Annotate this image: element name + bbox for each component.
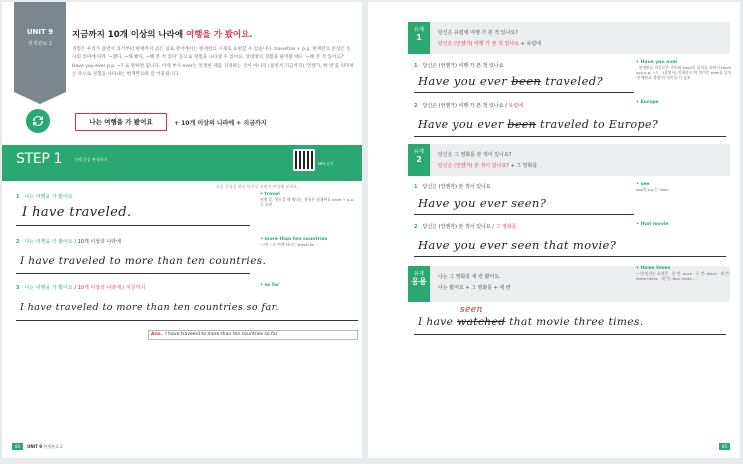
handwritten-answer: Have you ever seen that movie? [418, 238, 617, 252]
writing-line [16, 320, 358, 321]
handwritten-answer: Have you ever been traveled? [418, 74, 604, 88]
sync-icon [26, 109, 50, 133]
exercise-structure: 당신은 (언젠가) 여행 가 본 적 있나요 + 유럽에 [438, 41, 541, 47]
right-page [368, 2, 740, 458]
qr-code-icon[interactable] [293, 149, 315, 171]
side-note: • Have you ever - 현재완료 의문문은 주어와 have의 위치를 바꿔서 Have you p.p. ~? - '(살면서) 언제라도'의 의미인 ever를 넣어 '현재완료 경험'의 의미를 더 강조 [636, 60, 732, 80]
question-prompt: 1 나는 여행을 가 봤어요 [16, 194, 73, 200]
step-banner [2, 145, 362, 181]
exercise-tag: 유제 1 [408, 22, 430, 54]
exercise-tag: 유제 응용 [408, 266, 430, 302]
footer-unit: UNIT 9 [27, 444, 43, 449]
writing-line [16, 273, 250, 274]
side-note: • three times '~번'이라는 표현은 · 한 번: once · 두 번: twice · 세 번: three times · 네 번: four times ... [636, 266, 731, 281]
side-note: • more than ten countries '~에 ~로 여행'하다는 travel to ~ [260, 237, 328, 247]
handwritten-answer: I have traveled. [22, 205, 132, 220]
writing-line [414, 214, 634, 215]
question-prompt: 1 당신은 (언젠가) 본 적이 있나요 [414, 184, 491, 190]
exercise-box [408, 144, 730, 176]
exercise-structure: 나는 봤어요 + 그 영화를 + 세 번 [438, 285, 511, 291]
side-note: • so far [260, 283, 280, 288]
exercise-box [408, 22, 730, 54]
side-note: • travel 여행 일, 행동을 해 봤다는 경험은 현재완료 have + p.p.로 표현 [260, 192, 355, 207]
title-prefix: 지금까지 10개 이상의 나라에 [72, 30, 186, 40]
exercise-question: 당신은 그 영화를 본 적이 있나요? [438, 152, 512, 158]
exercise-tag: 유제 2 [408, 144, 430, 176]
question-prompt: 2 당신은 (언젠가) 여행 가 본 적 있나요 / 유럽에 [414, 103, 523, 109]
writing-line [414, 136, 726, 137]
exercise-question: 당신은 유럽에 여행 가 본 적 있나요? [438, 30, 518, 36]
handwritten-correction: seen [460, 305, 483, 315]
key-expression-rest: + 10개 이상의 나라에 + 지금까지 [174, 120, 267, 127]
handwritten-answer: I have traveled to more than ten countries so far. [20, 302, 279, 313]
page-number: 85 [719, 443, 730, 450]
handwritten-answer: Have you ever seen? [418, 196, 547, 210]
handwritten-answer: I have watched that movie three times. [418, 316, 644, 328]
step-note: 다음 문장을 하나 단어를 보면서 완성해 보세요. [216, 184, 299, 189]
side-note: • that movie [636, 222, 669, 227]
key-expression: 나는 여행을 가 봤어요 [75, 113, 167, 131]
page-title [72, 28, 253, 40]
question-prompt: 3 나는 여행을 가 봤어요 / 10개 이상의 나라에 / 지금까지 [16, 285, 146, 291]
question-prompt: 2 당신은 (언젠가) 본 적이 있나요 / 그 영화를 [414, 224, 517, 230]
unit-label: UNIT 9 [26, 28, 54, 36]
exercise-question: 나는 그 영화를 세 번 봤어요. [438, 274, 501, 280]
qr-label: MP3 듣기 [318, 162, 334, 166]
question-prompt: 2 나는 여행을 가 봤어요 / 10개 이상의 나라에 [16, 239, 121, 245]
answer-text: I have traveled to more than ten countries so far. [165, 332, 279, 337]
unit-sub: 현재완료 2 [27, 41, 53, 47]
answer-label: Ans. [151, 332, 163, 337]
step-subtitle: 전체 문장 완성하기 [74, 157, 108, 162]
writing-line [414, 92, 634, 93]
writing-line [414, 256, 726, 257]
description: 경험은 우리가 살면서 과거부터 현재까지 겪은 일로 영어에서는 현재완료 시제로 표현할 수 있습니다. have/has + p.p. 현재완료 문장은 동사의 의미에 따라 '~했다, ~해 봤다, ~해 본 적 있다' 등으로 경험을 나타낼 수 있어요. 상대방의 경험을 물어볼 때도 '~해 본 적 있어요?' Have you ever p.p. ~? 로 말하면 됩니다. 이때 부사 ever는 특정한 때를 지정하는 것이 아니라 (살면서 지금까지) '언젠가, 한 번'을 의미하는 뜻으로 경험을 나타내는 현재완료와 잘 어울립니다. [72, 47, 354, 78]
left-page [2, 2, 362, 458]
footer-title: 현재완료 2 [43, 444, 63, 449]
writing-line [414, 334, 726, 335]
exercise-structure: 당신은 (언젠가) 본 적이 있나요? + 그 영화를 [438, 163, 538, 169]
step-title: STEP 1 [16, 151, 63, 167]
answer-box [148, 330, 358, 340]
page-number: 84 [12, 443, 23, 450]
writing-line [16, 225, 250, 226]
side-note: • Europe [636, 100, 659, 105]
handwritten-answer: I have traveled to more than ten countries. [20, 255, 267, 267]
side-note: • see see의 p.p.는 seen [636, 182, 669, 192]
page-footer [12, 443, 63, 450]
unit-tab [14, 2, 66, 92]
question-prompt: 1 당신은 (언젠가) 여행 가 본 적 있나요 [414, 63, 504, 69]
title-highlight: 여행을 가 봤어요. [186, 30, 253, 40]
handwritten-answer: Have you ever been traveled to Europe? [418, 118, 659, 131]
